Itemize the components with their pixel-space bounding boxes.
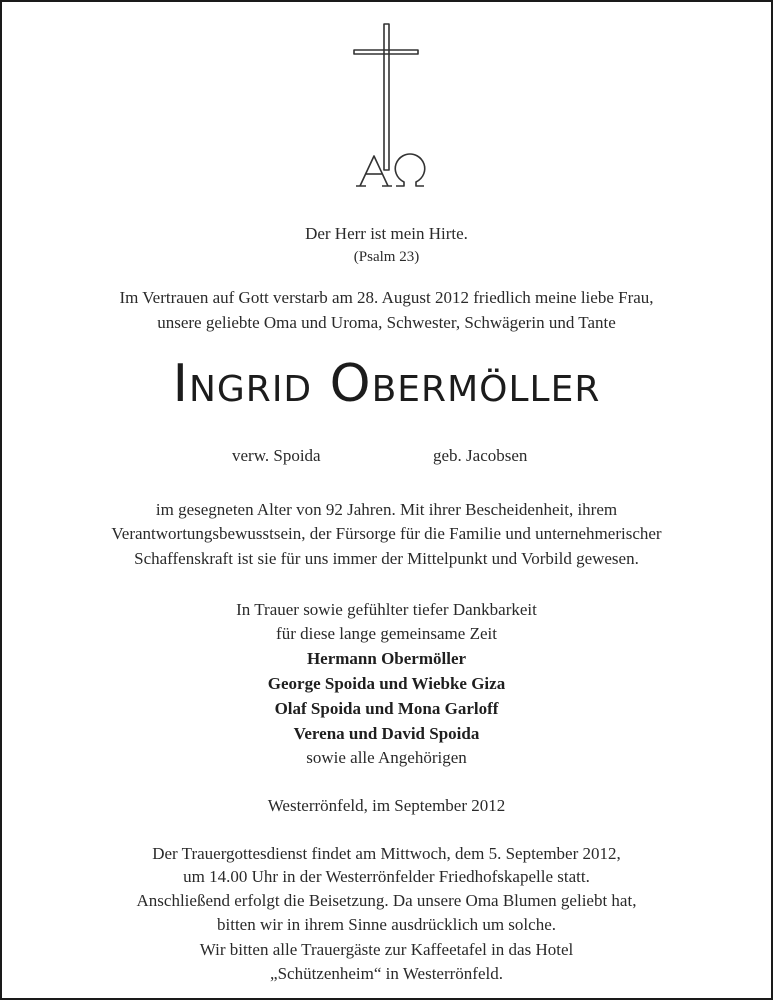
birth-name: geb. Jacobsen	[433, 446, 528, 465]
service-line: Anschließend erfolgt die Beisetzung. Da unsere Oma Blumen geliebt hat,	[136, 891, 637, 910]
mourner-name: Olaf Spoida und Mona Garloff	[274, 699, 499, 718]
service-line: „Schützenheim“ in Westerrönfeld.	[270, 964, 503, 983]
cross-alpha-omega-icon	[344, 20, 430, 196]
mourners-closing: sowie alle Angehörigen	[306, 748, 467, 767]
mourner-name: George Spoida und Wiebke Giza	[267, 674, 506, 693]
service-line: bitten wir in ihrem Sinne ausdrücklich um solche.	[217, 915, 556, 934]
service-line: Der Trauergottesdienst findet am Mittwoch, dem 5. September 2012,	[152, 844, 621, 863]
service-line: Wir bitten alle Trauergäste zur Kaffeetafel in das Hotel	[199, 940, 574, 959]
place-date: Westerrönfeld, im September 2012	[267, 796, 506, 815]
mourners-intro-line: In Trauer sowie gefühlter tiefer Dankbarkeit	[236, 600, 537, 619]
intro-line: Im Vertrauen auf Gott verstarb am 28. August 2012 friedlich meine liebe Frau,	[119, 288, 654, 307]
tribute-line: Verantwortungsbewusstsein, der Fürsorge für die Familie und unternehmerischer	[111, 524, 662, 543]
scripture-quote: Der Herr ist mein Hirte.	[305, 224, 468, 243]
widowed-name: verw. Spoida	[232, 446, 321, 465]
scripture-reference: (Psalm 23)	[353, 249, 420, 265]
mourner-name: Verena und David Spoida	[293, 724, 480, 743]
tribute-line: Schaffenskraft ist sie für uns immer der Mittelpunkt und Vorbild gewesen.	[134, 549, 639, 568]
mourners-intro-line: für diese lange gemeinsame Zeit	[276, 624, 497, 643]
tribute-line: im gesegneten Alter von 92 Jahren. Mit ihrer Bescheidenheit, ihrem	[155, 500, 618, 519]
deceased-name: Ingrid Obermöller	[172, 354, 601, 414]
mourner-name: Hermann Obermöller	[306, 649, 467, 668]
service-line: um 14.00 Uhr in der Westerrönfelder Friedhofskapelle statt.	[183, 867, 590, 886]
intro-line: unsere geliebte Oma und Uroma, Schwester, Schwägerin und Tante	[157, 313, 616, 332]
